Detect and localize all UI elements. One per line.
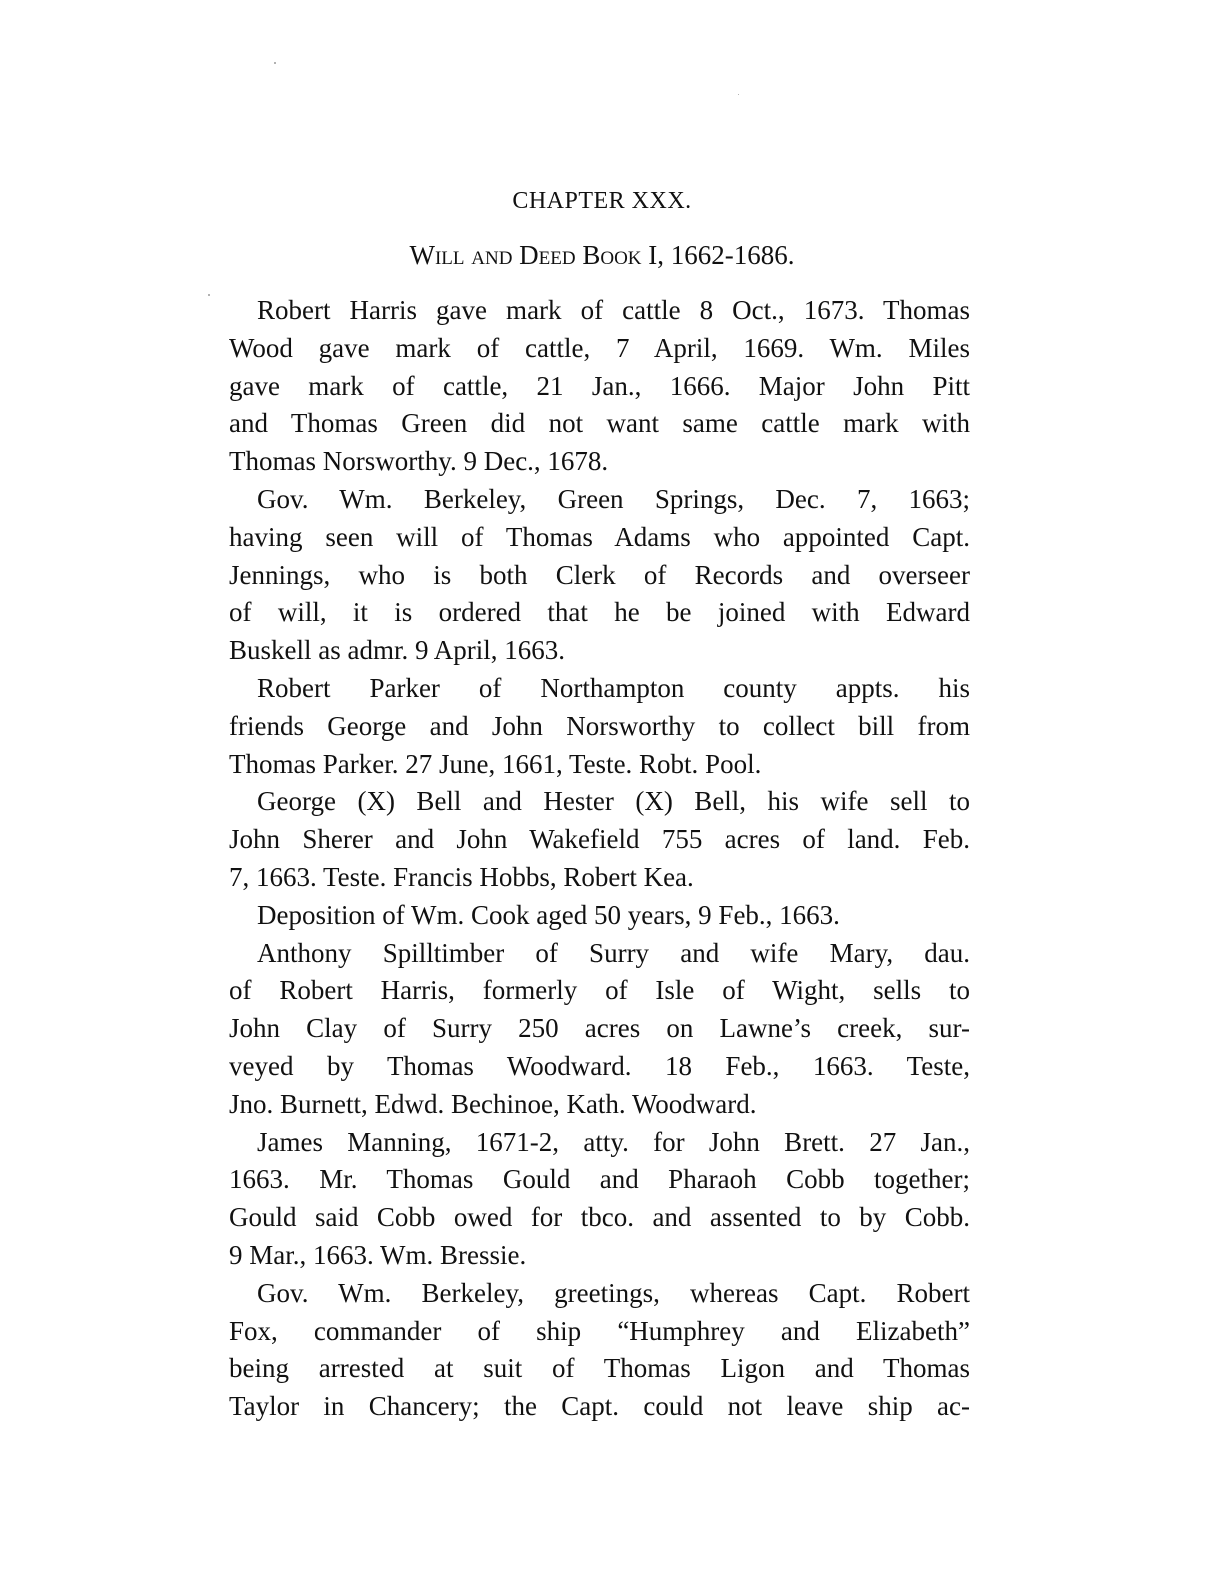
text-line: veyed by Thomas Woodward. 18 Feb., 1663. Teste, bbox=[229, 1050, 970, 1081]
text-line: of will, it is ordered that he be joined with Edward bbox=[229, 597, 970, 628]
text-line: Taylor in Chancery; the Capt. could not leave ship ac- bbox=[229, 1391, 970, 1422]
text-line: George (X) Bell and Hester (X) Bell, his wife sell to bbox=[257, 786, 970, 817]
text-line: John Sherer and John Wakefield 755 acres of land. Feb. bbox=[229, 824, 970, 855]
paragraph bbox=[229, 783, 970, 896]
subtitle-rest: I, 1662-1686. bbox=[641, 240, 795, 270]
text-line: of Robert Harris, formerly of Isle of Wight, sells to bbox=[229, 975, 970, 1006]
paragraph bbox=[229, 292, 970, 481]
paragraph bbox=[229, 897, 970, 935]
text-line: Gov. Wm. Berkeley, Green Springs, Dec. 7, 1663; bbox=[257, 483, 970, 514]
paragraph bbox=[229, 1124, 970, 1275]
text-line: Wood gave mark of cattle, 7 April, 1669. Wm. Miles bbox=[229, 332, 970, 363]
text-line: having seen will of Thomas Adams who appointed Capt. bbox=[229, 521, 970, 552]
scan-speck bbox=[208, 294, 210, 296]
text-line: and Thomas Green did not want same cattle mark with bbox=[229, 408, 970, 439]
scan-speck bbox=[274, 62, 276, 64]
text-line: 9 Mar., 1663. Wm. Bressie. bbox=[229, 1239, 527, 1270]
paragraph bbox=[229, 481, 970, 670]
text-line: John Clay of Surry 250 acres on Lawne’s creek, sur- bbox=[229, 1013, 970, 1044]
text-line: Fox, commander of ship “Humphrey and Elizabeth” bbox=[229, 1315, 970, 1346]
text-line: gave mark of cattle, 21 Jan., 1666. Major John Pitt bbox=[229, 370, 970, 401]
text-line: Robert Harris gave mark of cattle 8 Oct., 1673. Thomas bbox=[257, 295, 970, 325]
paragraph bbox=[229, 670, 970, 783]
text-line: being arrested at suit of Thomas Ligon and Thomas bbox=[229, 1353, 970, 1384]
text-line: Anthony Spilltimber of Surry and wife Mary, dau. bbox=[257, 937, 970, 968]
paragraph bbox=[229, 1275, 970, 1426]
text-line: 1663. Mr. Thomas Gould and Pharaoh Cobb together; bbox=[229, 1164, 970, 1195]
text-line: friends George and John Norsworthy to collect bill from bbox=[229, 710, 970, 741]
text-line: Thomas Parker. 27 June, 1661, Teste. Robt. Pool. bbox=[229, 748, 762, 779]
chapter-heading: CHAPTER XXX. bbox=[512, 188, 692, 214]
text-line: Buskell as admr. 9 April, 1663. bbox=[229, 635, 565, 666]
text-line: Jennings, who is both Clerk of Records and overseer bbox=[229, 559, 970, 590]
text-line: Jno. Burnett, Edwd. Bechinoe, Kath. Woodward. bbox=[229, 1088, 757, 1119]
text-line: Thomas Norsworthy. 9 Dec., 1678. bbox=[229, 446, 609, 477]
paragraph bbox=[229, 935, 970, 1124]
text-line: Gould said Cobb owed for tbco. and assented to by Cobb. bbox=[229, 1202, 970, 1233]
subtitle-smallcaps: Will and Deed Book bbox=[409, 240, 642, 270]
text-line: 7, 1663. Teste. Francis Hobbs, Robert Kea. bbox=[229, 861, 694, 892]
text-line: Robert Parker of Northampton county appts. his bbox=[257, 672, 970, 703]
scan-speck bbox=[738, 94, 739, 95]
section-subtitle bbox=[0, 240, 1204, 271]
body-text bbox=[229, 292, 970, 1426]
text-line: Gov. Wm. Berkeley, greetings, whereas Capt. Robert bbox=[257, 1277, 970, 1308]
text-line: James Manning, 1671-2, atty. for John Brett. 27 Jan., bbox=[257, 1126, 970, 1157]
text-line: Deposition of Wm. Cook aged 50 years, 9 Feb., 1663. bbox=[257, 899, 840, 930]
